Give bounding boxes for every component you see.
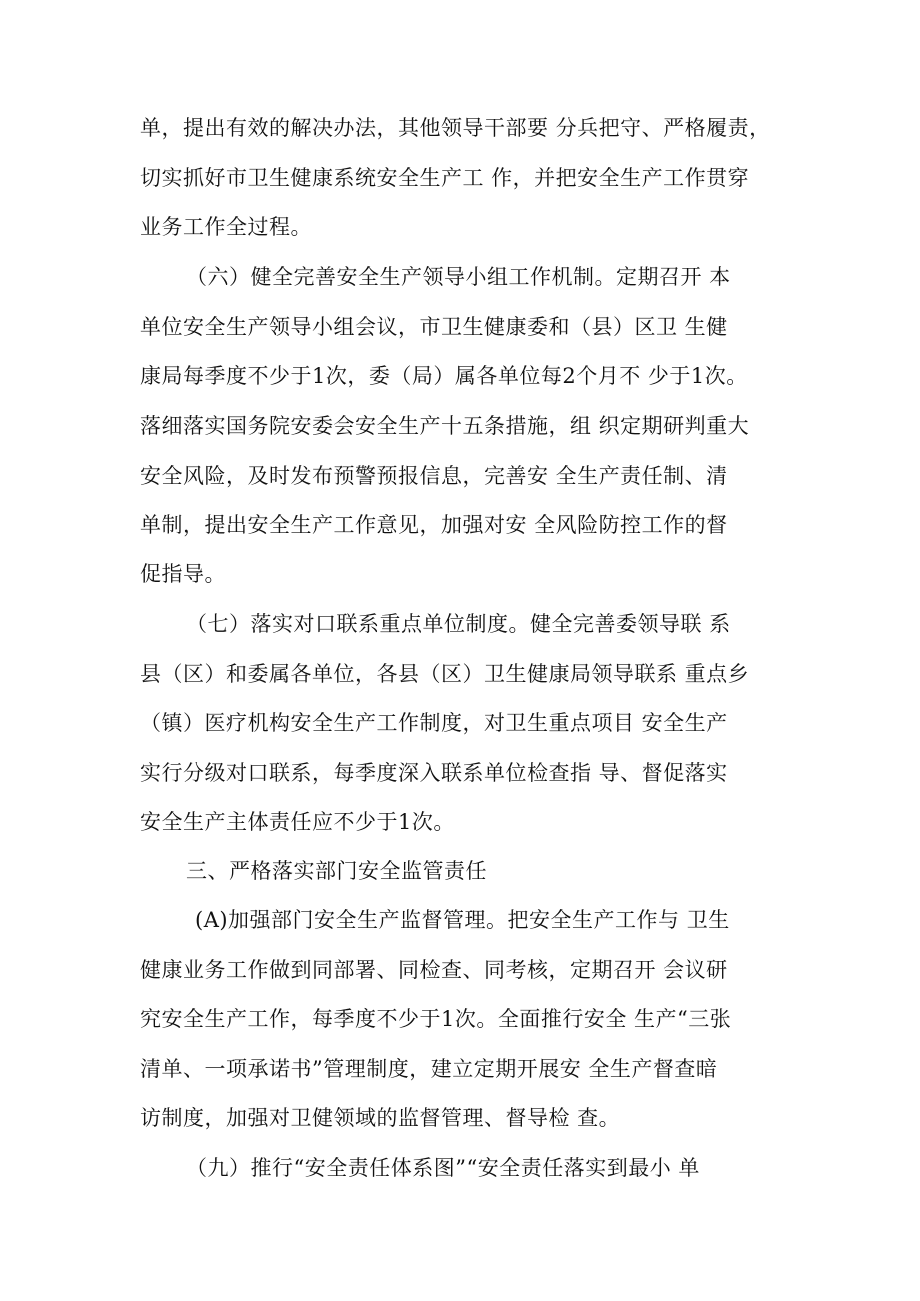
text-line: 落细落实国务院安委会安全生产十五条措施，组 织定期研判重大 bbox=[140, 414, 750, 438]
text-line: 切实抓好市卫生健康系统安全生产工 作，并把安全生产工作贯穿 bbox=[140, 166, 750, 190]
text-line: 访制度，加强对卫健领域的监督管理、督导检 查。 bbox=[140, 1106, 621, 1130]
text-line: （九）推行“安全责任体系图”“安全责任落实到最小 单 bbox=[186, 1156, 700, 1180]
text-line: 健康业务工作做到同部署、同检查、同考核，定期召开 会议研 bbox=[140, 958, 728, 982]
text-line: 安全风险，及时发布预警预报信息，完善安 全生产责任制、清 bbox=[140, 464, 728, 488]
text-line: （六）健全完善安全生产领导小组工作机制。定期召开 本 bbox=[186, 265, 731, 289]
text-line: （七）落实对口联系重点单位制度。健全完善委领导联 系 bbox=[186, 612, 731, 636]
text-line: 清单、一项承诺书”管理制度，建立定期开展安 全生产督查暗 bbox=[140, 1057, 718, 1081]
text-line: 促指导。 bbox=[140, 562, 226, 586]
text-line: 康局每季度不少于1次，委（局）属各单位每2个月不 少于1次。 bbox=[140, 364, 748, 388]
text-line: 实行分级对口联系，每季度深入联系单位检查指 导、督促落实 bbox=[140, 761, 728, 785]
text-line: (A)加强部门安全生产监督管理。把安全生产工作与 卫生 bbox=[195, 908, 730, 932]
text-line: 单制，提出安全生产工作意见，加强对安 全风险防控工作的督 bbox=[140, 513, 728, 537]
text-line: 究安全生产工作，每季度不少于1次。全面推行安全 生产“三张 bbox=[140, 1007, 732, 1031]
text-line: 单，提出有效的解决办法，其他领导干部要 分兵把守、严格履责， bbox=[140, 116, 771, 140]
text-line: 县（区）和委属各单位，各县（区）卫生健康局领导联系 重点乡 bbox=[140, 662, 750, 686]
text-line: 单位安全生产领导小组会议，市卫生健康委和（县）区卫 生健 bbox=[140, 315, 728, 339]
text-line: （镇）医疗机构安全生产工作制度，对卫生重点项目 安全生产 bbox=[140, 711, 728, 735]
section-heading: 三、严格落实部门安全监管责任 bbox=[186, 859, 487, 883]
text-line: 安全生产主体责任应不少于1次。 bbox=[140, 810, 455, 834]
text-line: 业务工作全过程。 bbox=[140, 215, 312, 239]
